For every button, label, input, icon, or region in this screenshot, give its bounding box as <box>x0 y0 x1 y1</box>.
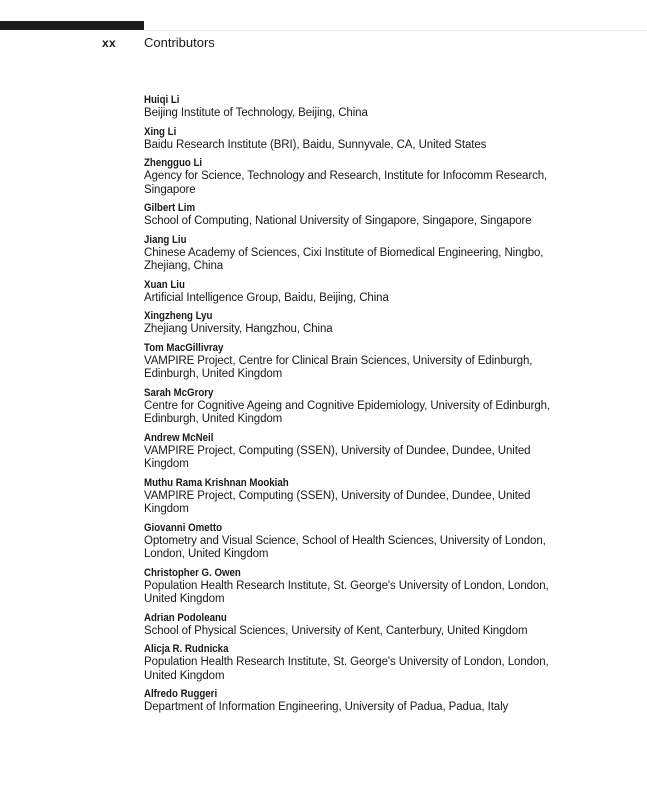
contributor-affiliation: Zhejiang University, Hangzhou, China <box>144 323 333 335</box>
running-head: Contributors <box>144 35 215 50</box>
contributor-affiliation: School of Physical Sciences, University of Kent, Canterbury, United Kingdom <box>144 624 528 637</box>
contributor-entry <box>144 310 564 337</box>
contributor-entry <box>144 567 564 607</box>
contributor-entry <box>144 643 564 683</box>
contributor-entry <box>144 157 564 197</box>
contributor-name: Xingzheng Lyu <box>144 310 213 322</box>
contributor-name: Alicja R. Rudnicka <box>144 643 229 655</box>
contributor-entry <box>144 387 564 427</box>
contributor-affiliation: VAMPIRE Project, Centre for Clinical Brain Sciences, University of Edinburgh, Edinburgh, United Kingdom <box>144 354 533 380</box>
contributor-name: Sarah McGrory <box>144 386 214 399</box>
contributor-name: Xing Li <box>144 125 177 138</box>
contributor-name: Gilbert Lim <box>144 202 196 214</box>
header-rule <box>144 30 647 31</box>
contributor-affiliation: School of Computing, National University of Singapore, Singapore, Singapore <box>144 215 532 227</box>
contributor-entry <box>144 342 564 382</box>
contributor-name: Huiqi Li <box>144 94 180 106</box>
contributor-entry <box>144 94 564 121</box>
contributor-name: Jiang Liu <box>144 233 187 246</box>
contributor-affiliation: Department of Information Engineering, University of Padua, Padua, Italy <box>144 701 509 713</box>
contributor-entry <box>144 279 564 306</box>
contributor-name: Muthu Rama Krishnan Mookiah <box>144 476 289 489</box>
contributor-affiliation: VAMPIRE Project, Computing (SSEN), University of Dundee, Dundee, United Kingdom <box>144 444 531 470</box>
contributor-affiliation: Population Health Research Institute, St. George's University of London, London, United Kingdom <box>144 579 549 605</box>
contributor-entry <box>144 126 564 153</box>
contributor-entry <box>144 234 564 274</box>
contributor-affiliation: Agency for Science, Technology and Research, Institute for Infocomm Research, Singapore <box>144 170 548 196</box>
contributor-name: Adrian Podoleanu <box>144 611 227 624</box>
contributor-name: Alfredo Ruggeri <box>144 688 218 700</box>
contributor-name: Andrew McNeil <box>144 431 214 444</box>
contributor-name: Christopher G. Owen <box>144 566 241 579</box>
contributor-entry <box>144 612 564 639</box>
contributor-list <box>144 94 564 720</box>
contributor-affiliation: Centre for Cognitive Ageing and Cognitive Epidemiology, University of Edinburgh, Edinburgh, United Kingdom <box>144 399 551 425</box>
contributor-affiliation: Beijing Institute of Technology, Beijing, China <box>144 107 368 119</box>
contributor-affiliation: Artificial Intelligence Group, Baidu, Beijing, China <box>144 291 389 304</box>
contributor-entry <box>144 688 564 715</box>
contributor-name: Giovanni Ometto <box>144 521 222 534</box>
contributor-affiliation: VAMPIRE Project, Computing (SSEN), University of Dundee, Dundee, United Kingdom <box>144 489 531 515</box>
contributor-name: Tom MacGillivray <box>144 341 224 354</box>
contributor-affiliation: Baidu Research Institute (BRI), Baidu, Sunnyvale, CA, United States <box>144 138 487 151</box>
contributor-affiliation: Population Health Research Institute, St. George's University of London, London, United Kingdom <box>144 656 549 682</box>
contributor-affiliation: Optometry and Visual Science, School of Health Sciences, University of London, London, United Kingdom <box>144 534 546 560</box>
contributor-entry <box>144 202 564 229</box>
contributor-affiliation: Chinese Academy of Sciences, Cixi Institute of Biomedical Engineering, Ningbo, Zhejiang, China <box>144 246 544 272</box>
contributor-name: Zhengguo Li <box>144 157 203 169</box>
contributor-name: Xuan Liu <box>144 278 185 291</box>
header-bar <box>0 21 144 30</box>
contributor-entry <box>144 432 564 472</box>
contributor-entry <box>144 477 564 517</box>
contributor-entry <box>144 522 564 562</box>
page-number: xx <box>102 36 116 50</box>
